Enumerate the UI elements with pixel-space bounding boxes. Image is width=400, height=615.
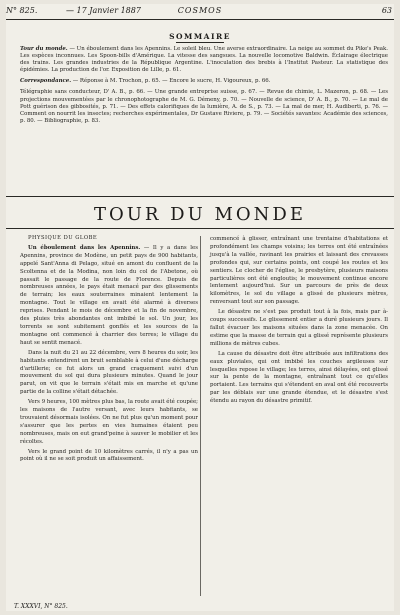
- summary-corr-lead: Correspondance.: [20, 78, 72, 85]
- section-heading: PHYSIQUE DU GLOBE: [28, 235, 98, 241]
- left-column: [20, 235, 198, 466]
- summary-tour-lead: Tour du monde.: [20, 46, 68, 52]
- left-paragraph-2: Dans la nuit du 21 au 22 décembre, vers 8 heures du soir, les habitants entendirent un bruit semblable à celui d'une décharge d'artillerie; ce fut alors un grand craquement suivi d'un mouvement du sol qui dura plusieurs minutes. Quand le jour parut, on vit que le terrain s'était mis en marche et qu'une partie de la colline s'était détachée.: [20, 349, 198, 396]
- section-rule-top: [6, 196, 394, 197]
- summary-articles: Télégraphie sans conducteur, D' A. B., p. 66. — Une grande entreprise suisse, p. 67. — Revue de chimie, L. Mazeron, p. 68. — Les projections mouvementées par le chronophotographe de M. G. Démeny, p. 70. — Nouvelle de science, D' A. B., p. 70. — Le mal de Pott guérison des gibbosités, p. 71. — Des effets calorifiques de la lumière, A. de S., p. 73. — La mal de mer, H. Audiberti, p. 76. — Comment on nourrit les insectes; recherches expérimentales, Dr Gustave Riviere, p. 79. — Sociétés savantes: Académie des sciences, p. 80. — Bibliographie, p. 83.: [20, 89, 388, 124]
- header-rule: [6, 19, 394, 20]
- running-header: [6, 4, 394, 18]
- article-title: TOUR DU MONDE: [93, 204, 307, 225]
- section-rule-bottom: [6, 228, 394, 229]
- summary-title-rule: [176, 42, 224, 43]
- right-paragraph-3: La cause du désastre doit être attribuée aux infiltrations des eaux pluviales, qui ont imbibé les couches argileuses sur lesquelles repose le village; les terres, ainsi délayées, ont glissé sur la pente de la montagne, entraînant tout ce qu'elles portaient. Les terrains qui s'étendent en aval ont été recouverts par les déblais sur une grande étendue, et le désastre s'est étendu au rayon du désastre primitif.: [210, 350, 388, 405]
- summary-tour-text: — Un éboulement dans les Apennins. Le soleil bleu. Une averse extraordinaire. La neige au sommet du Pike's Peak. Les espèces inconnues. Les Spoon-bills d'Amérique. La vitesse des sangsues. La nouvelle locomotive Baldwin. Éclairage électrique des trains. Les grandes industries de la République Argentine. L'inoculation des brebis à l'Institut Pasteur. La statistique des épidémies. La production de l'or. Exposition de Lille, p. 61.: [20, 46, 388, 74]
- volume-footer: T. XXXVI, N° 825.: [14, 603, 68, 610]
- column-divider: [200, 236, 201, 596]
- summary-correspondence: [20, 78, 388, 85]
- left-paragraph-3: Vers 9 heures, 100 mètres plus bas, la route avait été coupée; les maisons de l'autre versant, avec leurs habitants, se trouvaient désormais isolées. On ne fut plus qu'un moment pour s'assurer que les pertes en vies humaines étaient peu nombreuses, mais on eut grand'peine à sauver le mobilier et les récoltes.: [20, 399, 198, 445]
- right-paragraph-2: Le désastre ne s'est pas produit tout à la fois, mais par à-coups successifs. Le glissement entier a duré plusieurs jours. Il fallut évacuer les maisons situées dans la zone menacée. On estime que la masse de terrain qui a glissé représente plusieurs millions de mètres cubes.: [210, 309, 388, 347]
- summary-title: SOMMAIRE: [169, 32, 231, 41]
- right-column: [210, 236, 388, 408]
- magazine-title: COSMOS: [177, 6, 223, 15]
- left-paragraph-1: [20, 245, 198, 348]
- summary-tour: [20, 46, 388, 74]
- article-lead: Un éboulement dans les Apennins.: [28, 244, 141, 251]
- right-paragraph-1: commencé à glisser, entraînant une trentaine d'habitations et profondément les champs voisins; les terres ont été entraînées jusqu'à la vallée, ravinant les prairies et laissant des crevasses profondes qui, sur certains points, ont coupé les routes et les sentiers. Le clocher de l'église, le presbytère, plusieurs maisons particulières ont été engloutis; le mouvement continue encore lentement aujourd'hui. Sur un parcours de près de deux kilomètres, le sol du village a glissé de plusieurs mètres, renversant tout sur son passage.: [210, 236, 388, 306]
- left-paragraph-1-text: — Il y a dans les Apennins, province de Modène, un petit pays de 900 habitants, appelé Sant'Anna di Pelago, situé en amont du confluent de la Scoltenna et de la Modina, non loin du col de l'Abetone, où passait le passage de la route de Florence. Depuis de nombreuses années, le pays était menacé par des glissements de terrain; les eaux souterraines minaient lentement la montagne. Tout le village en avait été alarmé à diverses reprises. Pendant le mois de décembre et la fin de novembre, des pluies très abondantes ont imbibé le sol. Un jour, les torrents se sont subitement gonflés et les sources de la montagne ont commencé à charrier des terres; le village du haut se sentit menacé.: [20, 244, 198, 346]
- summary-corr-text: — Réponse à M. Trochon, p. 65. — Encore le sucre, H. Vigoureux, p. 66.: [71, 78, 271, 85]
- issue-date: — 17 Janvier 1887: [66, 6, 141, 15]
- issue-number: N° 825.: [6, 6, 38, 15]
- left-paragraph-4: Vers le grand point de 10 kilomètres carrés, il n'y a pas un point où il ne se soit produit un affaissement.: [20, 448, 198, 463]
- page-number: 63: [381, 6, 392, 15]
- summary-body: [20, 46, 388, 129]
